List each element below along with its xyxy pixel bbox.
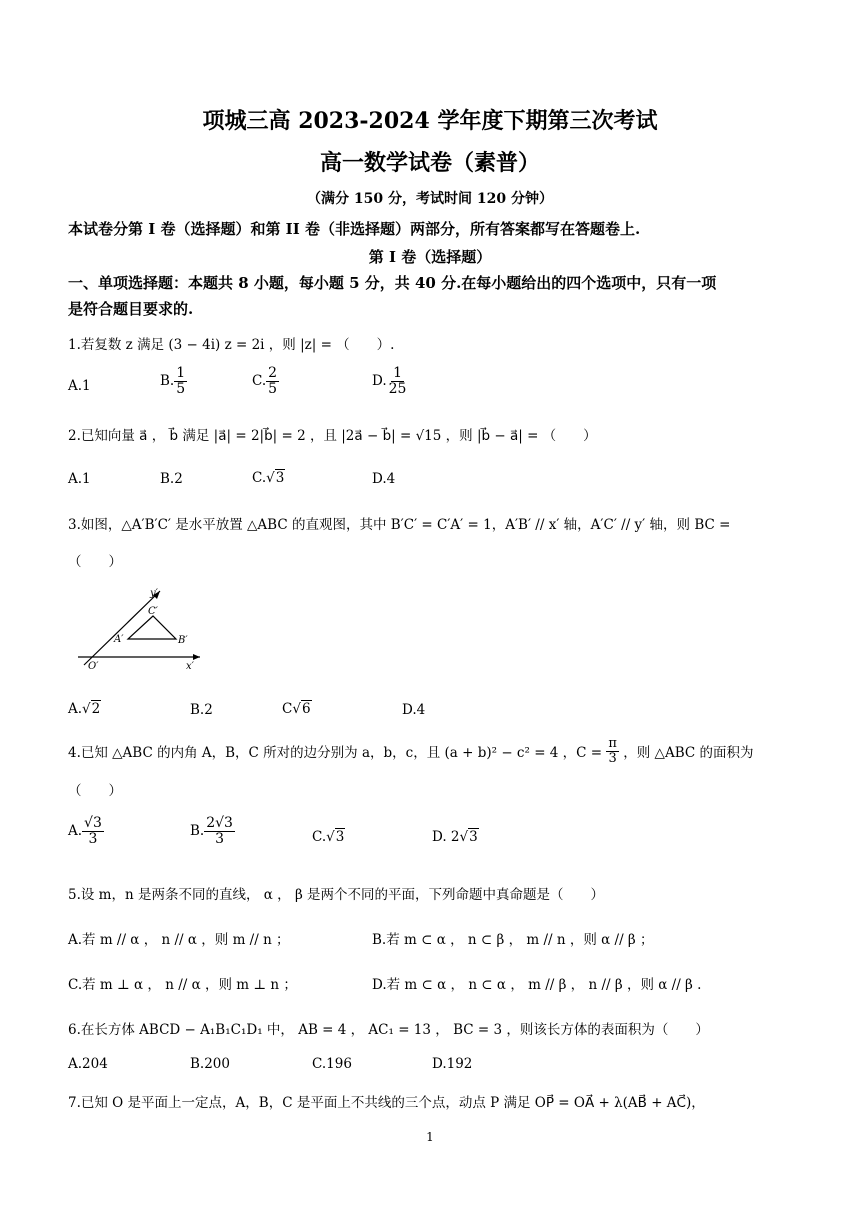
- q3-stem-line2: （ ）: [68, 554, 122, 570]
- q6-option-b: B.200: [190, 1056, 230, 1072]
- q5-stem: 5.设 m，n 是两条不同的直线， α ， β 是两个不同的平面，下列命题中真命题是（ ）: [68, 887, 605, 903]
- notice: 本试卷分第 I 卷（选择题）和第 II 卷（非选择题）两部分，所有答案都写在答题卷上.: [68, 220, 641, 238]
- q4-stem-line1: 4.已知 △ABC 的内角 A，B，C 所对的边分别为 a，b，c，且 (a + b)² − c² = 4 ，C = $\frac{\pi}{3}$ ，则 △ABC 的面积为: [68, 736, 754, 766]
- exam-title: 项城三高 2023-2024 学年度下期第三次考试: [202, 108, 658, 134]
- q4-option-b: B. $\frac{2√3}{3}$: [190, 815, 233, 847]
- q3-stem-line1: 3.如图，△A′B′C′ 是水平放置 △ABC 的直观图，其中 B′C′ = C′A′ = 1，A′B′ // x′ 轴，A′C′ // y′ 轴，则 BC =: [68, 517, 731, 533]
- q2-option-b: B.2: [160, 471, 183, 487]
- q4-option-a: A. $\frac{√3}{3}$: [68, 815, 102, 847]
- q4-stem-line2: （ ）: [68, 783, 122, 799]
- label-y: y′: [150, 588, 158, 599]
- y-axis: [84, 591, 160, 665]
- label-o: O′: [88, 661, 99, 672]
- q2-option-c: C.√3: [252, 470, 285, 486]
- q1-stem: 1.若复数 z 满足 (3 − 4i) z = 2i ，则 |z| = （ ）.: [68, 337, 395, 353]
- q1-option-d: D. $\frac{1}{25}$: [372, 365, 407, 397]
- section1-line2: 是符合题目要求的.: [68, 300, 194, 318]
- q4-option-c: C.√3: [312, 829, 345, 845]
- q3-figure: [70, 585, 210, 675]
- q2-option-a: A.1: [68, 471, 91, 487]
- part1-title: 第 I 卷（选择题）: [368, 248, 492, 266]
- q1-option-b: B. $\frac{1}{5}$: [160, 365, 186, 397]
- q5-option-a: A.若 m // α ， n // α ，则 m // n ；: [68, 932, 290, 948]
- q3-option-b: B.2: [190, 702, 213, 718]
- q6-stem: 6.在长方体 ABCD − A₁B₁C₁D₁ 中， AB = 4 ， AC₁ = 13 ， BC = 3 ，则该长方体的表面积为（ ）: [68, 1022, 709, 1038]
- q5-option-d: D.若 m ⊂ α ， n ⊂ α ， m // β ， n // β ，则 α // β .: [372, 977, 702, 993]
- label-a: A′: [114, 634, 124, 645]
- exam-subtitle: 高一数学试卷（素普）: [319, 150, 540, 176]
- section1-line1: 一、单项选择题：本题共 8 小题，每小题 5 分，共 40 分.在每小题给出的四个选项中，只有一项: [68, 274, 717, 292]
- q2-option-d: D.4: [372, 471, 396, 487]
- q3-option-a: A.√2: [68, 701, 101, 717]
- q4-option-d: D. 2√3: [432, 829, 478, 845]
- q5-option-b: B.若 m ⊂ α ， n ⊂ β ， m // n ，则 α // β ；: [372, 932, 654, 948]
- q5-option-c: C.若 m ⊥ α ， n // α ，则 m ⊥ n ；: [68, 977, 297, 993]
- q6-option-d: D.192: [432, 1056, 473, 1072]
- q7-stem: 7.已知 O 是平面上一定点，A，B，C 是平面上不共线的三个点，动点 P 满足 OP⃗ = OA⃗ + λ(AB⃗ + AC⃗)，: [68, 1095, 705, 1111]
- q2-stem: 2.已知向量 a⃗ ， b⃗ 满足 |a⃗| = 2|b⃗| = 2 ，且 |2a⃗ − b⃗| = √15 ，则 |b⃗ − a⃗| = （ ）: [68, 428, 597, 444]
- label-b: B′: [178, 635, 188, 646]
- q3-option-c: C√6: [282, 701, 311, 717]
- x-axis-arrow: [193, 654, 200, 660]
- q1-option-c: C. $\frac{2}{5}$: [252, 365, 278, 397]
- exam-meta: （满分 150 分，考试时间 120 分钟）: [307, 191, 553, 207]
- q6-option-c: C.196: [312, 1056, 352, 1072]
- page-number: 1: [426, 1130, 434, 1144]
- triangle-abc: [128, 616, 176, 639]
- q3-option-d: D.4: [402, 702, 426, 718]
- label-c: C′: [148, 606, 158, 617]
- q6-option-a: A.204: [68, 1056, 108, 1072]
- q1-option-a: A.1: [68, 378, 91, 394]
- label-x: x′: [186, 661, 194, 672]
